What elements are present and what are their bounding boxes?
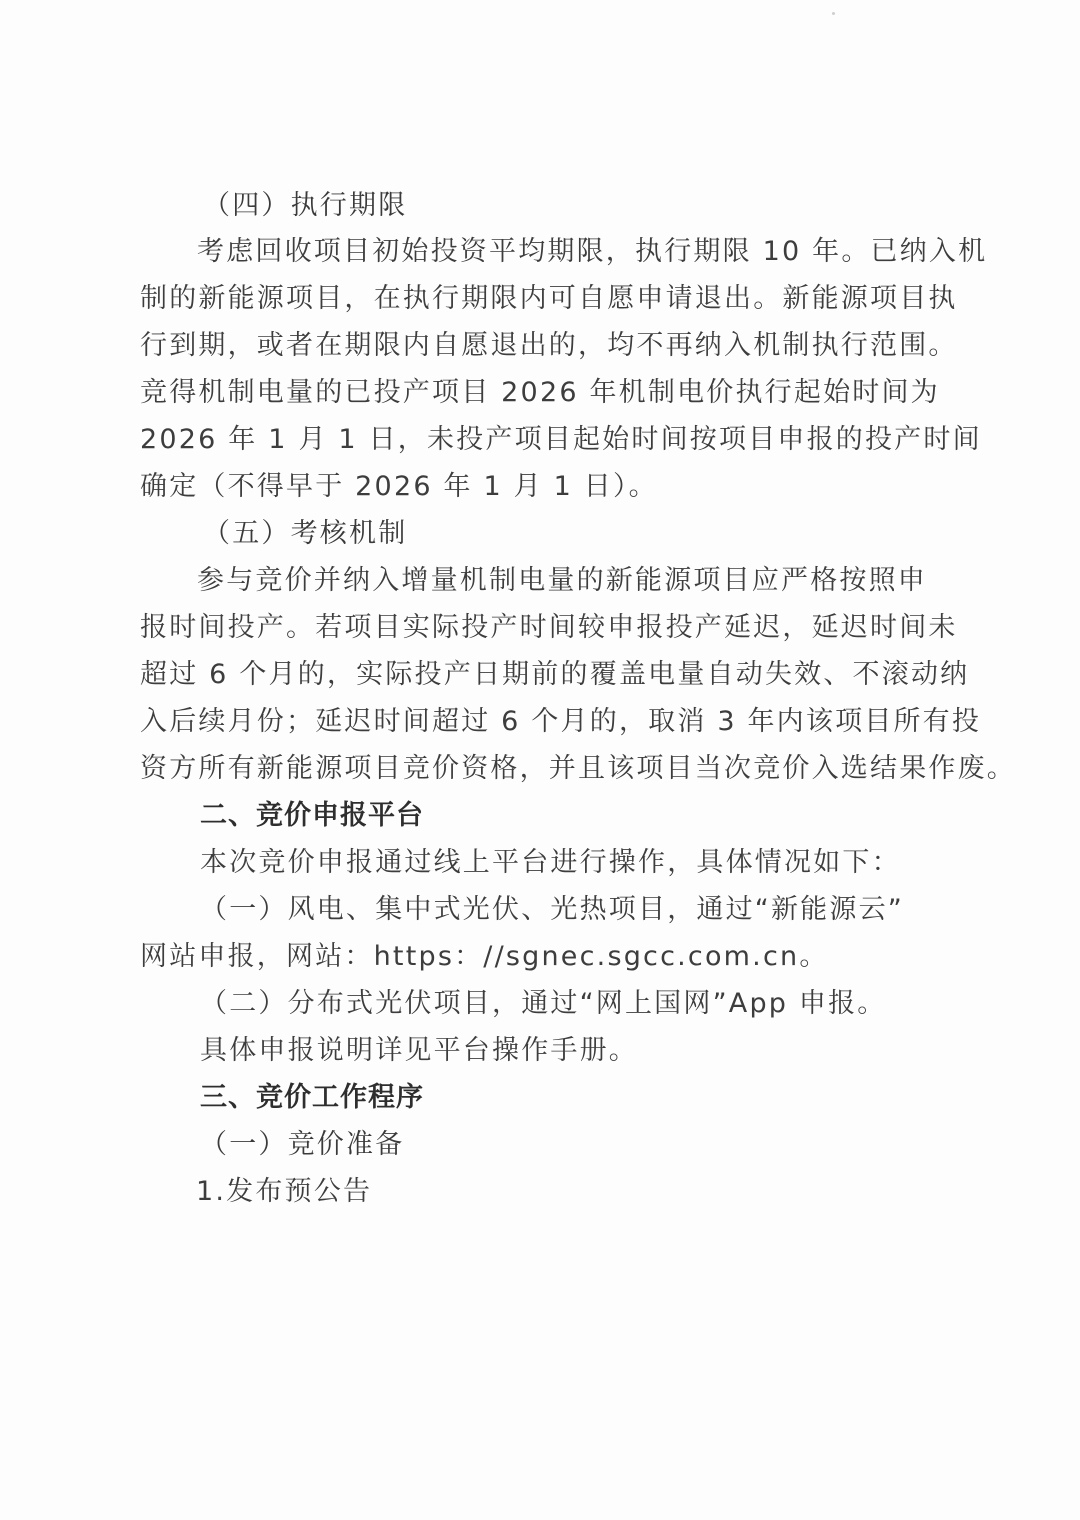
paragraph-line: 入后续月份；延迟时间超过 6 个月的，取消 3 年内该项目所有投 — [140, 706, 982, 737]
paragraph-line: 考虑回收项目初始投资平均期限，执行期限 10 年。已纳入机 — [197, 236, 988, 267]
paragraph-line: 参与竞价并纳入增量机制电量的新能源项目应严格按照申 — [197, 565, 927, 596]
paragraph-line: 确定（不得早于 2026 年 1 月 1 日）。 — [140, 471, 658, 502]
scan-speck — [832, 12, 835, 15]
paragraph-line: 超过 6 个月的，实际投产日期前的覆盖电量自动失效、不滚动纳 — [140, 659, 970, 690]
paragraph-line: （一）风电、集中式光伏、光热项目，通过“新能源云” — [200, 894, 904, 925]
sub-heading-bidding-preparation: （一）竞价准备 — [200, 1129, 405, 1160]
paragraph-line: 行到期，或者在期限内自愿退出的，均不再纳入机制执行范围。 — [140, 330, 958, 361]
list-item-pre-announcement: 1.发布预公告 — [196, 1176, 373, 1207]
website-line: 网站申报，网站：https：//sgnec.sgcc.com.cn。 — [140, 941, 829, 972]
section-heading-bidding-platform: 二、竞价申报平台 — [200, 800, 424, 831]
paragraph-line: 制的新能源项目，在执行期限内可自愿申请退出。新能源项目执 — [140, 283, 958, 314]
paragraph-line: 报时间投产。若项目实际投产时间较申报投产延迟，延迟时间未 — [140, 612, 958, 643]
paragraph-line: 本次竞价申报通过线上平台进行操作，具体情况如下： — [200, 847, 901, 878]
paragraph-line: 竞得机制电量的已投产项目 2026 年机制电价执行起始时间为 — [140, 377, 940, 408]
section-heading-execution-period: （四）执行期限 — [203, 190, 408, 221]
section-heading-assessment: （五）考核机制 — [203, 518, 408, 549]
paragraph-line: 具体申报说明详见平台操作手册。 — [200, 1035, 638, 1066]
paragraph-line: （二）分布式光伏项目，通过“网上国网”App 申报。 — [200, 988, 887, 1019]
paragraph-line: 2026 年 1 月 1 日，未投产项目起始时间按项目申报的投产时间 — [140, 424, 982, 455]
section-heading-bidding-procedure: 三、竞价工作程序 — [200, 1082, 424, 1113]
paragraph-line: 资方所有新能源项目竞价资格，并且该项目当次竞价入选结果作废。 — [140, 753, 1016, 784]
